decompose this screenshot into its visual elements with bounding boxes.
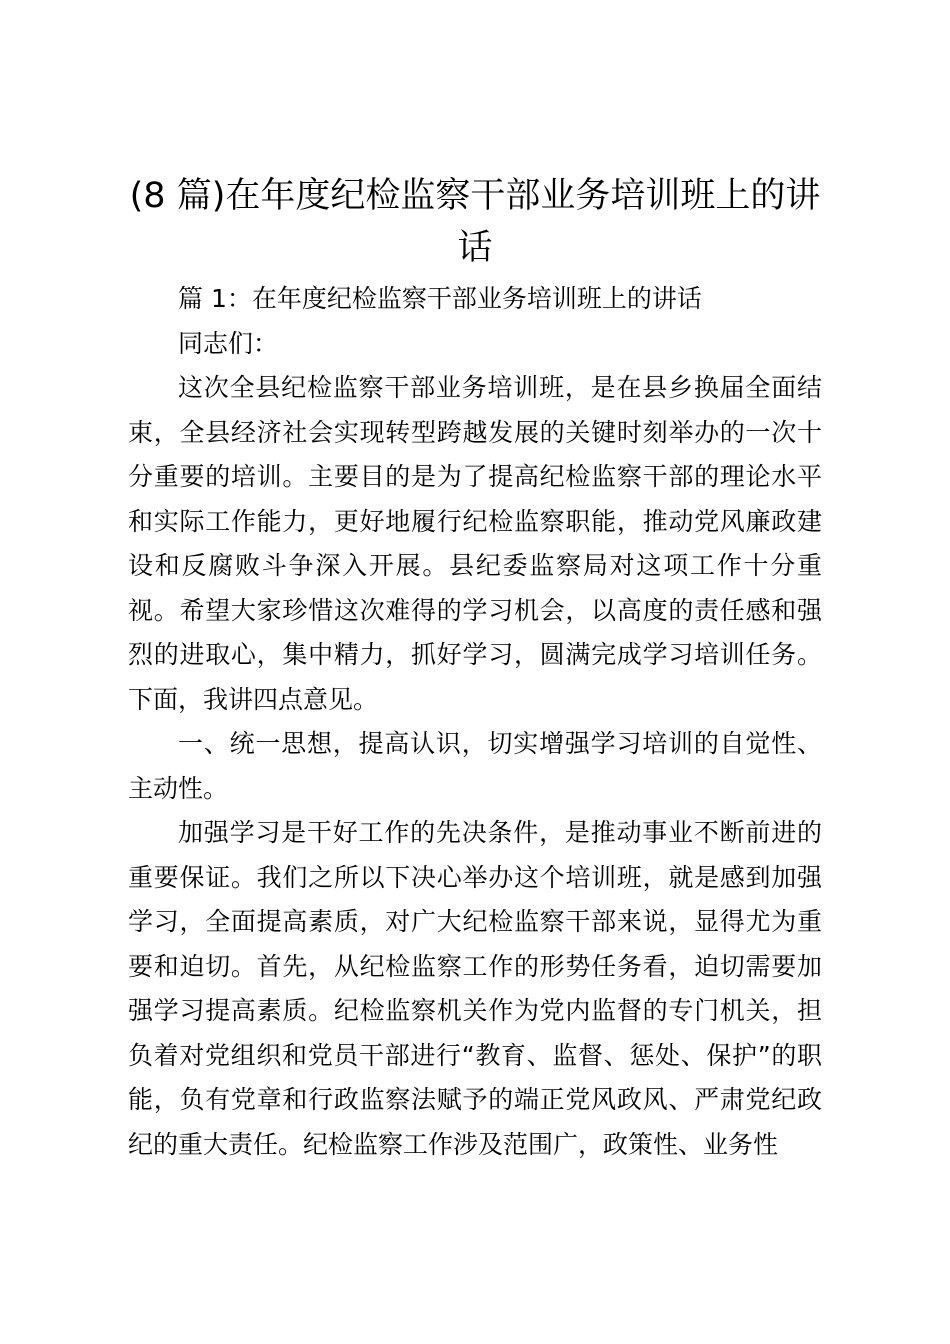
section-heading-paragraph: 篇 1：在年度纪检监察干部业务培训班上的讲话 — [178, 284, 702, 313]
document-title: (8 篇)在年度纪检监察干部业务培训班上的讲话 — [129, 176, 821, 268]
document-body — [128, 277, 822, 1167]
body-paragraph: 这次全县纪检监察干部业务培训班，是在县乡换届全面结束，全县经济社会实现转型跨越发展的关键时刻举办的一次十分重要的培训。主要目的是为了提高纪检监察干部的理论水平和实际工作能力，更好地履行纪检监察职能，推动党风廉政建设和反腐败斗争深入开展。县纪委监察局对这项工作十分重视。希望大家珍惜这次难得的学习机会，以高度的责任感和强烈的进取心，集中精力，抓好学习，圆满完成学习培训任务。下面，我讲四点意见。 — [128, 373, 822, 714]
body-paragraph: 加强学习是干好工作的先决条件，是推动事业不断前进的重要保证。我们之所以下决心举办这个培训班，就是感到加强学习，全面提高素质，对广大纪检监察干部来说，显得尤为重要和迫切。首先，从纪检监察工作的形势任务看，迫切需要加强学习提高素质。纪检监察机关作为党内监督的专门机关，担负着对党组织和党员干部进行“教育、监督、惩处、保护”的职能，负有党章和行政监察法赋予的端正党风政风、严肃党纪政纪的重大责任。纪检监察工作涉及范围广，政策性、业务性 — [128, 818, 822, 1159]
point-heading-paragraph: 一、统一思想，提高认识，切实增强学习培训的自觉性、主动性。 — [128, 729, 822, 803]
salutation-paragraph: 同志们： — [178, 328, 279, 358]
